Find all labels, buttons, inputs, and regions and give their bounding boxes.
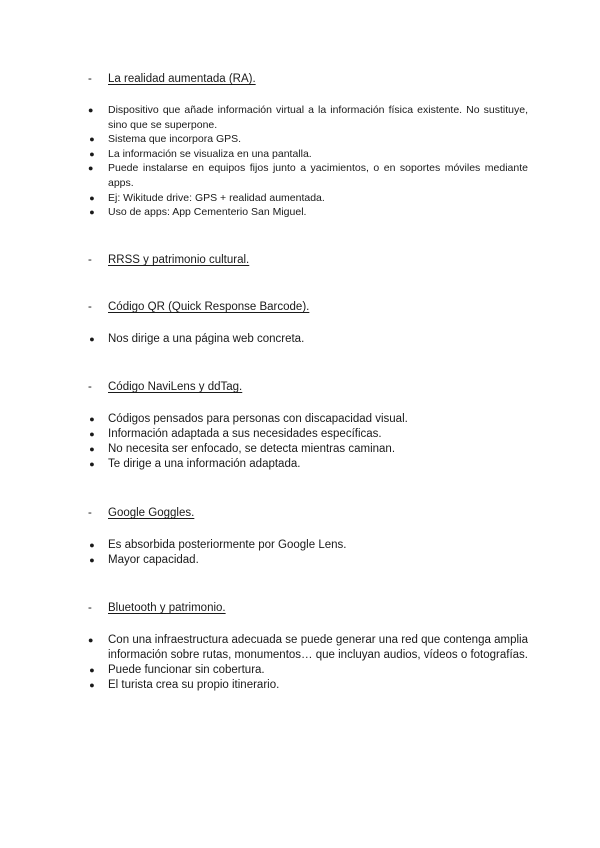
bullet-icon: ●	[89, 192, 95, 203]
bullet-list	[88, 538, 528, 568]
heading-dash: -	[88, 301, 92, 313]
bullet-icon: ●	[89, 459, 95, 469]
list-item: ● Ej: Wikitude drive: GPS + realidad aumentada.	[89, 191, 325, 204]
section-heading	[88, 253, 249, 267]
list-item: ● La información se visualiza en una pantalla.	[89, 147, 312, 160]
heading-title: La realidad aumentada (RA).	[108, 73, 256, 85]
section-heading	[88, 506, 194, 520]
list-item: ● Puede funcionar sin cobertura.	[89, 664, 265, 676]
list-item: ● No necesita ser enfocado, se detecta mientras caminan.	[89, 443, 396, 455]
heading-title: Bluetooth y patrimonio.	[108, 602, 226, 614]
list-item: ● Con una infraestructura adecuada se puede generar una red que contenga amplia información sobre rutas, monumentos… que incluyan audios, vídeos o fotografías.	[88, 634, 528, 661]
list-item: ● Te dirige a una información adaptada.	[89, 458, 301, 470]
bullet-icon: ●	[89, 134, 95, 145]
bullet-icon: ●	[89, 429, 95, 439]
heading-dash: -	[88, 254, 92, 266]
list-item: ● Dispositivo que añade información virtual a la información física existente. No sustituye, sino que se superpone.	[88, 104, 528, 131]
bullet-icon: ●	[89, 414, 95, 424]
section-heading	[88, 300, 309, 314]
bullet-icon: ●	[89, 555, 95, 565]
section-heading	[88, 380, 242, 394]
section-heading	[88, 72, 256, 86]
list-item: ● Es absorbida posteriormente por Google Lens.	[89, 539, 347, 551]
list-item: ● Nos dirige a una página web concreta.	[89, 333, 305, 345]
heading-title: Google Goggles.	[108, 507, 195, 519]
list-item: ● Mayor capacidad.	[89, 554, 199, 566]
heading-dash: -	[88, 73, 92, 85]
list-item: ● Códigos pensados para personas con discapacidad visual.	[89, 413, 408, 425]
bullet-icon: ●	[88, 163, 94, 174]
heading-title: Código NaviLens y ddTag.	[108, 381, 243, 393]
bullet-icon: ●	[88, 105, 94, 115]
heading-dash: -	[88, 507, 92, 519]
bullet-icon: ●	[89, 444, 95, 454]
list-item: ● Puede instalarse en equipos fijos junto a yacimientos, o en soportes móviles mediante apps.	[88, 162, 528, 189]
bullet-icon: ●	[89, 540, 95, 550]
bullet-icon: ●	[89, 680, 95, 690]
bullet-icon: ●	[89, 207, 95, 218]
bullet-icon: ●	[89, 148, 95, 159]
bullet-list	[88, 633, 528, 693]
heading-dash: -	[88, 381, 92, 393]
list-item: ● Sistema que incorpora GPS.	[89, 133, 242, 146]
heading-title: Código QR (Quick Response Barcode).	[108, 301, 310, 313]
bullet-list	[88, 412, 528, 472]
bullet-list	[88, 332, 528, 347]
bullet-list	[88, 103, 528, 220]
bullet-icon: ●	[89, 665, 95, 675]
list-item: ● Información adaptada a sus necesidades específicas.	[89, 428, 382, 440]
list-item: ● El turista crea su propio itinerario.	[89, 679, 280, 691]
list-item: ● Uso de apps: App Cementerio San Miguel.	[89, 206, 307, 219]
heading-dash: -	[88, 602, 92, 614]
bullet-icon: ●	[89, 334, 95, 344]
section-heading	[88, 601, 226, 615]
bullet-icon: ●	[88, 635, 94, 645]
heading-title: RRSS y patrimonio cultural.	[108, 254, 250, 266]
